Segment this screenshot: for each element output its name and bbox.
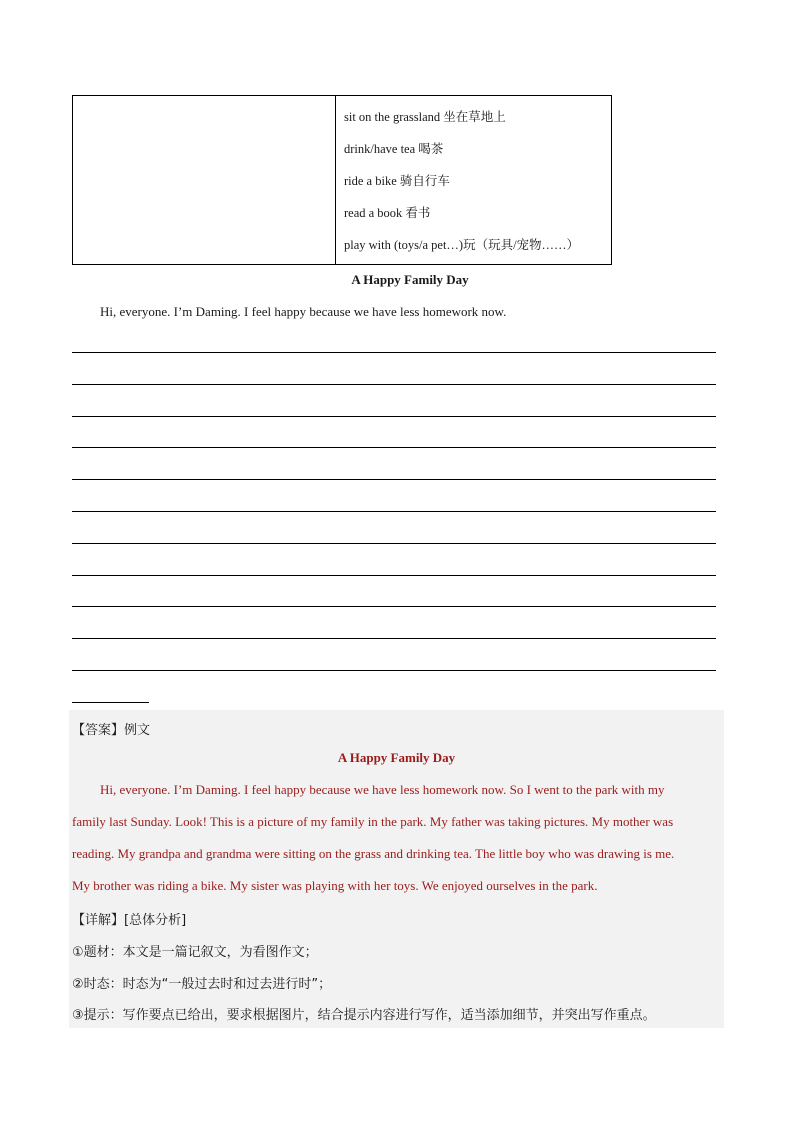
answer-line: Hi, everyone. I’m Daming. I feel happy because we have less homework now. So I went to the park with my (100, 782, 665, 797)
writing-line[interactable] (72, 575, 716, 576)
detail-point: ①题材：本文是一篇记叙文，为看图作文； (72, 945, 318, 960)
writing-line[interactable] (72, 511, 716, 512)
writing-line[interactable] (72, 479, 716, 480)
answer-line: family last Sunday. Look! This is a picture of my family in the park. My father was taking pictures. My mother was (72, 814, 674, 829)
answer-section (69, 710, 724, 1028)
writing-line[interactable] (72, 606, 716, 607)
essay-title: A Happy Family Day (351, 272, 469, 287)
writing-line[interactable] (72, 638, 716, 639)
writing-line[interactable] (72, 416, 716, 417)
answer-label: 【答案】例文 (72, 723, 151, 738)
short-rule (72, 702, 149, 703)
answer-line: reading. My grandpa and grandma were sitting on the grass and drinking tea. The little boy who was drawing is me. (72, 846, 675, 861)
picture-cell (73, 96, 336, 264)
writing-line[interactable] (72, 384, 716, 385)
answer-title: A Happy Family Day (337, 750, 456, 765)
detail-label: 【详解】[总体分析] (72, 913, 187, 928)
writing-line[interactable] (72, 352, 716, 353)
detail-point: ②时态：时态为“一般过去时和过去进行时”； (72, 977, 332, 992)
essay-prompt: Hi, everyone. I’m Daming. I feel happy because we have less homework now. (100, 304, 507, 319)
phrase-item: drink/have tea 喝茶 (344, 142, 444, 156)
phrase-item: ride a bike 骑自行车 (344, 174, 450, 188)
answer-line: My brother was riding a bike. My sister was playing with her toys. We enjoyed ourselves in the park. (72, 878, 598, 893)
writing-line[interactable] (72, 670, 716, 671)
detail-point: ③提示：写作要点已给出，要求根据图片，结合提示内容进行写作，适当添加细节，并突出写作重点。 (72, 1008, 656, 1023)
writing-line[interactable] (72, 543, 716, 544)
phrase-item: read a book 看书 (344, 206, 431, 220)
phrase-list (336, 96, 611, 264)
writing-line[interactable] (72, 447, 716, 448)
phrase-item: sit on the grassland 坐在草地上 (344, 110, 506, 124)
phrase-item: play with (toys/a pet…)玩（玩具/宠物……） (344, 238, 580, 252)
phrase-table (72, 95, 612, 265)
